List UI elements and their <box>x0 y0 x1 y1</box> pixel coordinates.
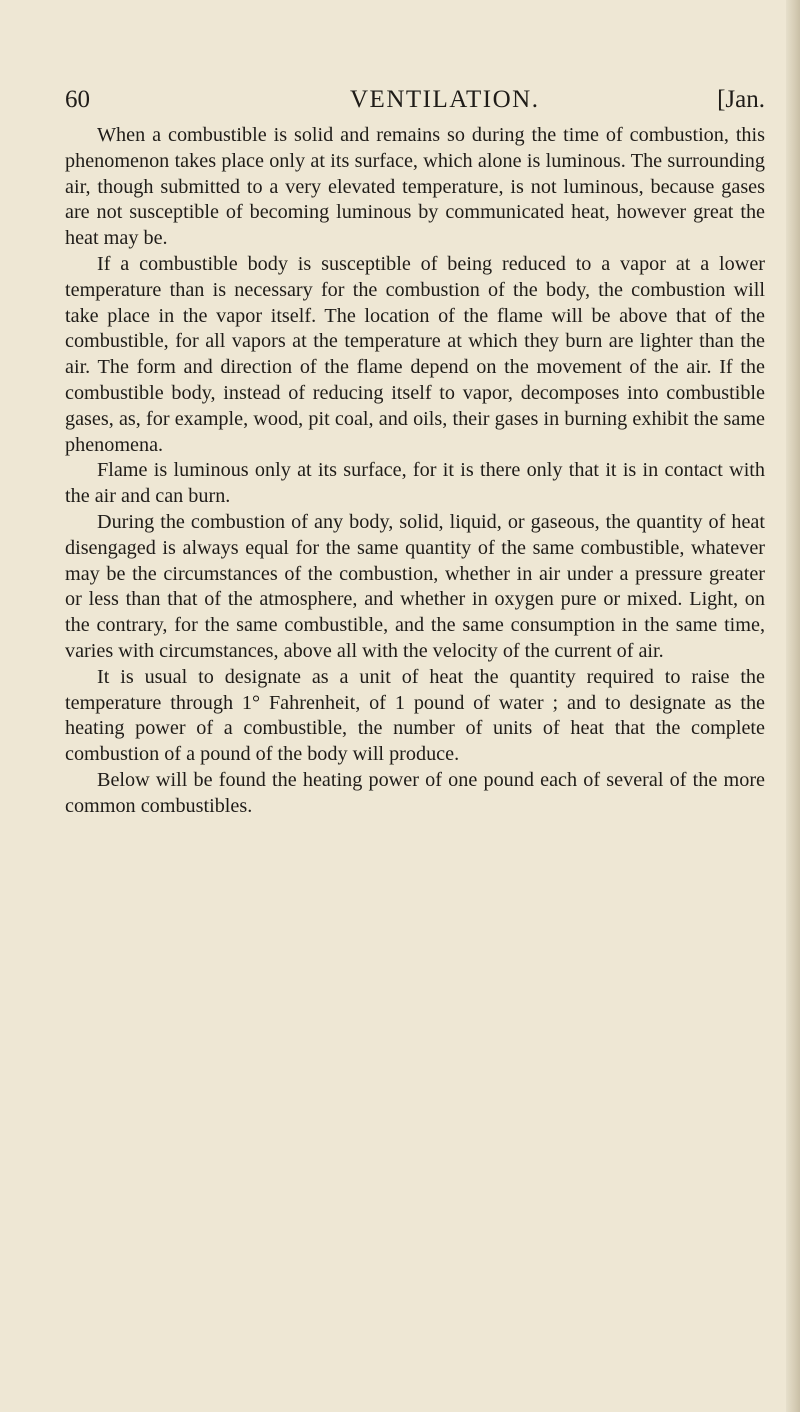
paragraph: Below will be found the heating power of one pound each of several of the more common combustibles. <box>65 768 765 817</box>
paragraph: When a combustible is solid and remains so during the time of combustion, this phenomenon takes place only at its surface, which alone is luminous. The surrounding air, though submitted to a very elevated temperature, is not luminous, because gases are not susceptible of becoming luminous by communicated heat, however great the heat may be. <box>65 124 765 250</box>
paragraph: During the combustion of any body, solid, liquid, or gaseous, the quantity of heat disengaged is always equal for the same quantity of the same combustible, whatever may be the circumstances of the combustion, whether in air under a pressure greater or less than that of the atmosphere, and whether in oxygen pure or mixed. Light, on the contrary, for the same combustible, and the same consumption in the same time, varies with circumstances, above all with the velocity of the current of air. <box>65 510 765 662</box>
page-number: 60 <box>65 86 90 113</box>
paragraph: If a combustible body is susceptible of being reduced to a vapor at a lower temperature than is necessary for the combustion of the body, the combustion will take place in the vapor itself. The location of the flame will be above that of the combustible, for all vapors at the temperature at which they burn are lighter than the air. The form and direction of the flame depend on the movement of the air. If the combustible body, instead of reducing itself to vapor, decomposes into combustible gases, as, for example, wood, pit coal, and oils, their gases in burning exhibit the same phenomena. <box>65 252 765 456</box>
running-title: VENTILATION. <box>350 86 540 113</box>
paragraph: It is usual to designate as a unit of heat the quantity required to raise the temperature through 1° Fahrenheit, of 1 pound of water ; and to designate as the heating power of a combustible, the number of units of heat that the complete combustion of a pound of the body will produce. <box>65 665 765 766</box>
page-edge <box>786 0 800 1412</box>
header-date: [Jan. <box>717 86 765 113</box>
paragraph: Flame is luminous only at its surface, for it is there only that it is in contact with the air and can burn. <box>65 459 765 508</box>
page-header <box>65 80 765 120</box>
body-text <box>65 123 765 820</box>
